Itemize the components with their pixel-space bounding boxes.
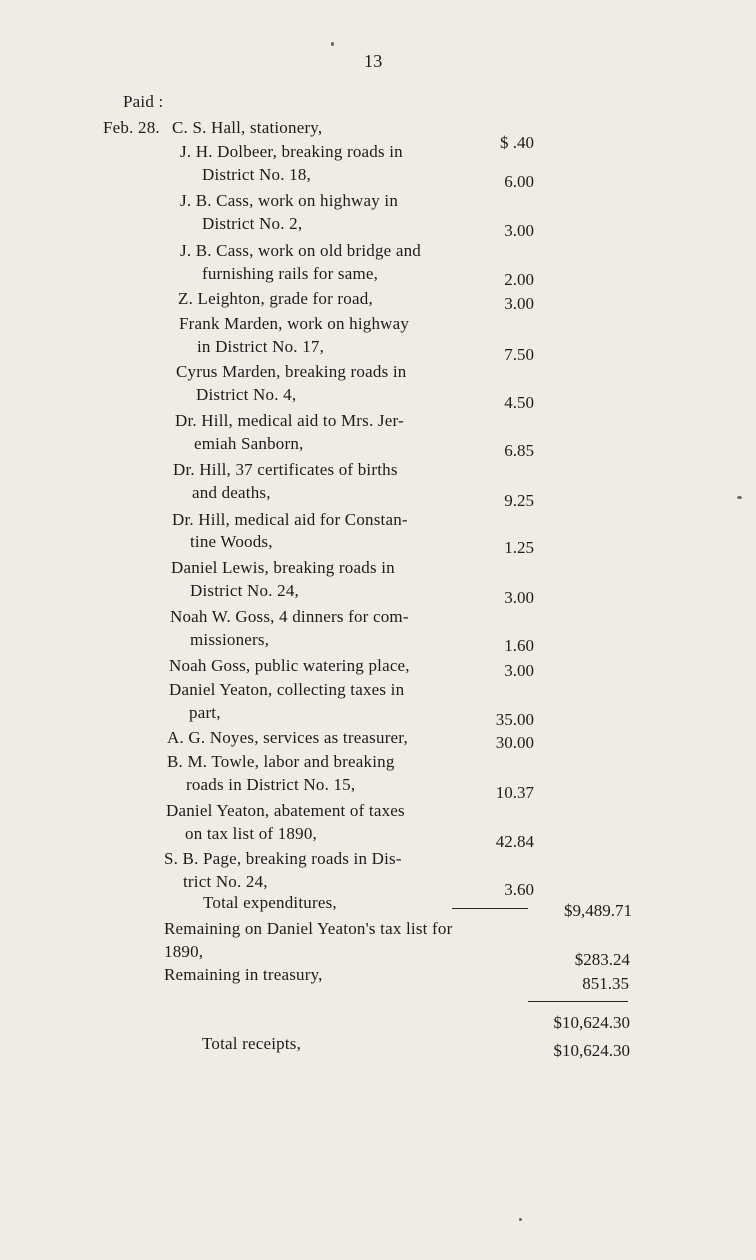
subtotal-rule	[452, 908, 528, 909]
entry-line: B. M. Towle, labor and breaking	[167, 752, 395, 771]
entry-line: trict No. 24,	[183, 872, 268, 891]
remaining-tax-list-line-1: Remaining on Daniel Yeaton's tax list for	[164, 919, 453, 938]
entry-amount: 1.25	[504, 538, 534, 557]
entry-amount: 9.25	[504, 491, 534, 510]
entry-amount: 7.50	[504, 345, 534, 364]
total-receipts-label: Total receipts,	[202, 1034, 302, 1053]
section-label: Paid :	[123, 92, 164, 111]
ink-speck	[331, 42, 334, 46]
entry-amount: 3.00	[504, 221, 534, 240]
entry-amount: 30.00	[495, 733, 534, 752]
entry-line: Daniel Yeaton, collecting taxes in	[169, 680, 405, 699]
entry-line: C. S. Hall, stationery,	[172, 118, 323, 137]
entry-line: emiah Sanborn,	[194, 434, 304, 453]
entry-line: District No. 2,	[202, 214, 303, 233]
entry-line: District No. 18,	[202, 165, 311, 184]
remaining-treasury-amount: 851.35	[582, 974, 629, 993]
entry-amount: 35.00	[495, 710, 534, 729]
entry-line: Noah W. Goss, 4 dinners for com-	[170, 607, 409, 626]
entry-line: part,	[189, 703, 221, 722]
entry-line: Cyrus Marden, breaking roads in	[176, 362, 407, 381]
entry-line: furnishing rails for same,	[202, 264, 379, 283]
page-number: 13	[364, 51, 383, 71]
entry-line: missioners,	[190, 630, 270, 649]
entry-line: J. B. Cass, work on highway in	[180, 191, 399, 210]
entry-amount: 42.84	[495, 832, 534, 851]
entry-amount: 4.50	[504, 393, 534, 412]
sum-total-amount: $10,624.30	[553, 1013, 630, 1032]
entry-line: S. B. Page, breaking roads in Dis-	[164, 849, 402, 868]
entry-line: and deaths,	[192, 483, 271, 502]
entry-amount: 3.60	[504, 880, 534, 899]
date-label: Feb. 28.	[103, 118, 160, 137]
entry-line: Frank Marden, work on highway	[179, 314, 410, 333]
entry-line: District No. 4,	[196, 385, 297, 404]
entry-amount: 6.00	[504, 172, 534, 191]
entry-amount: 3.00	[504, 294, 534, 313]
entry-line: Noah Goss, public watering place,	[169, 656, 410, 675]
remaining-tax-list-amount: $283.24	[574, 950, 630, 969]
total-receipts-amount: $10,624.30	[553, 1041, 630, 1060]
entry-line: tine Woods,	[190, 532, 273, 551]
entry-amount: 6.85	[504, 441, 534, 460]
remaining-treasury-label: Remaining in treasury,	[164, 965, 323, 984]
entry-line: on tax list of 1890,	[185, 824, 317, 843]
remaining-tax-list-line-2: 1890,	[164, 942, 204, 961]
entry-amount: 3.00	[504, 588, 534, 607]
entry-line: District No. 24,	[190, 581, 299, 600]
entry-line: J. B. Cass, work on old bridge and	[180, 241, 422, 260]
entry-line: Dr. Hill, medical aid for Constan-	[172, 510, 408, 529]
entry-line: Dr. Hill, medical aid to Mrs. Jer-	[175, 411, 404, 430]
entry-line: J. H. Dolbeer, breaking roads in	[180, 142, 403, 161]
entry-amount: 1.60	[504, 636, 534, 655]
entry-amount: $ .40	[500, 133, 534, 152]
entry-line: in District No. 17,	[197, 337, 325, 356]
entry-amount: 3.00	[504, 661, 534, 680]
ink-speck	[519, 1218, 522, 1221]
entry-line: Dr. Hill, 37 certificates of births	[173, 460, 398, 479]
entry-line: Daniel Lewis, breaking roads in	[171, 558, 395, 577]
total-expenditures-label: Total expenditures,	[203, 893, 337, 912]
entry-line: Daniel Yeaton, abatement of taxes	[166, 801, 405, 820]
entry-amount: 10.37	[495, 783, 534, 802]
entry-line: roads in District No. 15,	[186, 775, 356, 794]
entry-amount: 2.00	[504, 270, 534, 289]
ink-speck	[737, 496, 742, 499]
total-rule	[528, 1001, 628, 1002]
entry-line: Z. Leighton, grade for road,	[178, 289, 373, 308]
entry-line: A. G. Noyes, services as treasurer,	[167, 728, 408, 747]
total-expenditures-amount: $9,489.71	[564, 901, 632, 920]
